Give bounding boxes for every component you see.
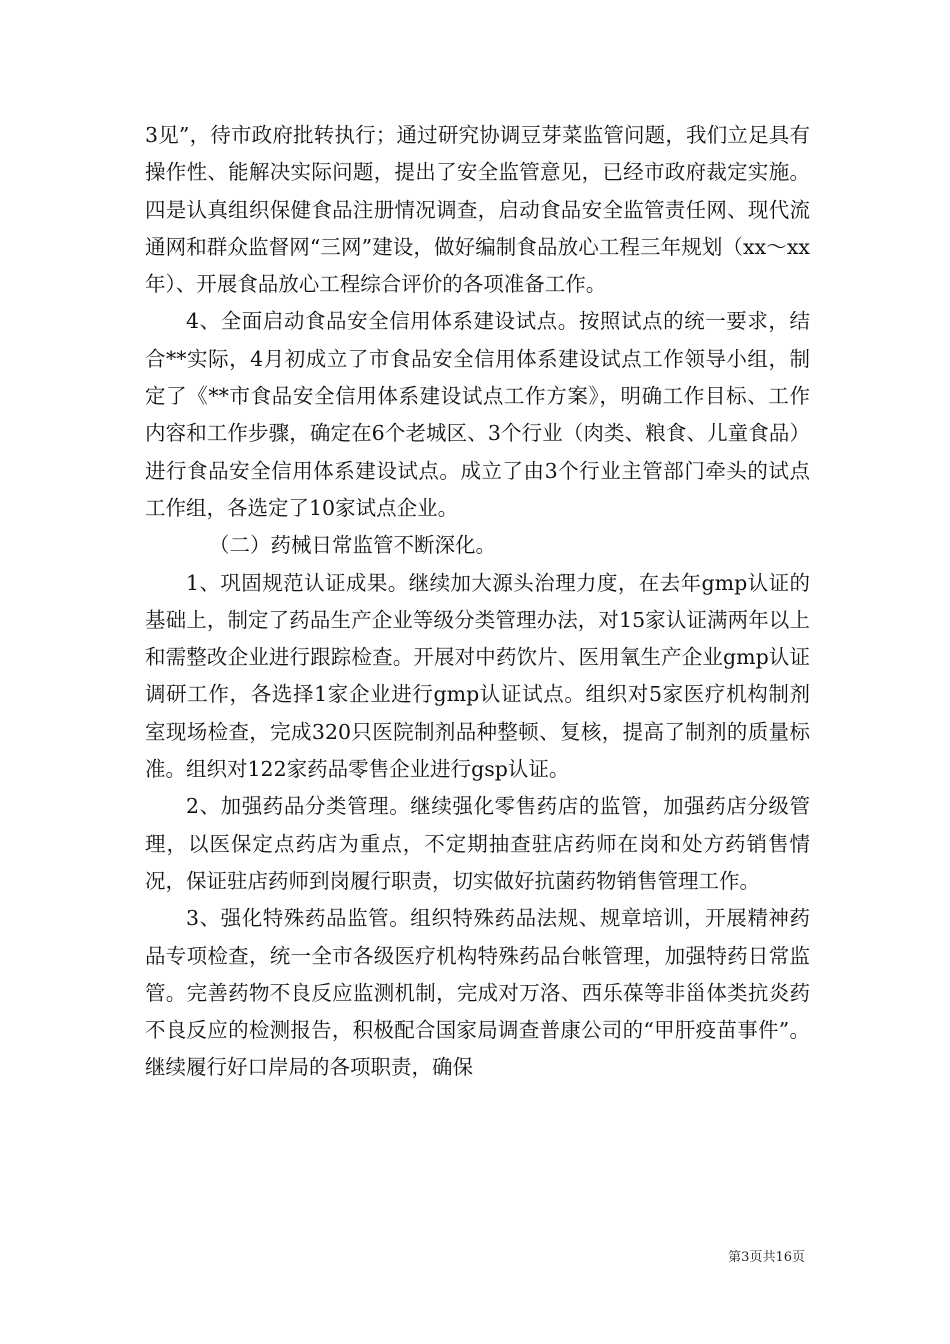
section-heading-2: （二）药械日常监管不断深化。 xyxy=(209,533,496,558)
paragraph-item-3: 3、强化特殊药品监管。组织特殊药品法规、规章培训，开展精神药品专项检查，统一全市各级医疗机构特殊药品台帐管理，加强特药日常监管。完善药物不良反应监测机制，完成对万洛、西乐葆等非甾体类抗炎药不良反应的检测报告，积极配合国家局调查普康公司的“甲肝疫苗事件”。继续履行好口岸局的各项职责，确保 xyxy=(145,906,810,1080)
document-body xyxy=(145,117,810,1087)
paragraph-item-4: 4、全面启动食品安全信用体系建设试点。按照试点的统一要求，结合**实际，4月初成立了市食品安全信用体系建设试点工作领导小组，制定了《**市食品安全信用体系建设试点工作方案》，明确工作目标、工作内容和工作步骤，确定在6个老城区、3个行业（肉类、粮食、儿童食品）进行食品安全信用体系建设试点。成立了由3个行业主管部门牵头的试点工作组，各选定了10家试点企业。 xyxy=(145,309,810,520)
paragraph-continuation: 3见”，待市政府批转执行；通过研究协调豆芽菜监管问题，我们立足具有操作性、能解决实际问题，提出了安全监管意见，已经市政府裁定实施。四是认真组织保健食品注册情况调查，启动食品安全监管责任网、现代流通网和群众监督网“三网”建设，做好编制食品放心工程三年规划（xx～xx年）、开展食品放心工程综合评价的各项准备工作。 xyxy=(145,123,810,297)
page-number-footer: 第3页共16页 xyxy=(728,1250,805,1265)
paragraph-item-1: 1、巩固规范认证成果。继续加大源头治理力度，在去年gmp认证的基础上，制定了药品生产企业等级分类管理办法，对15家认证满两年以上和需整改企业进行跟踪检查。开展对中药饮片、医用氧生产企业gmp认证调研工作，各选择1家企业进行gmp认证试点。组织对5家医疗机构制剂室现场检查，完成320只医院制剂品种整顿、复核，提高了制剂的质量标准。组织对122家药品零售企业进行gsp认证。 xyxy=(145,570,810,782)
paragraph-item-2: 2、加强药品分类管理。继续强化零售药店的监管，加强药店分级管理，以医保定点药店为重点，不定期抽查驻店药师在岗和处方药销售情况，保证驻店药师到岗履行职责，切实做好抗菌药物销售管理工作。 xyxy=(145,794,810,893)
